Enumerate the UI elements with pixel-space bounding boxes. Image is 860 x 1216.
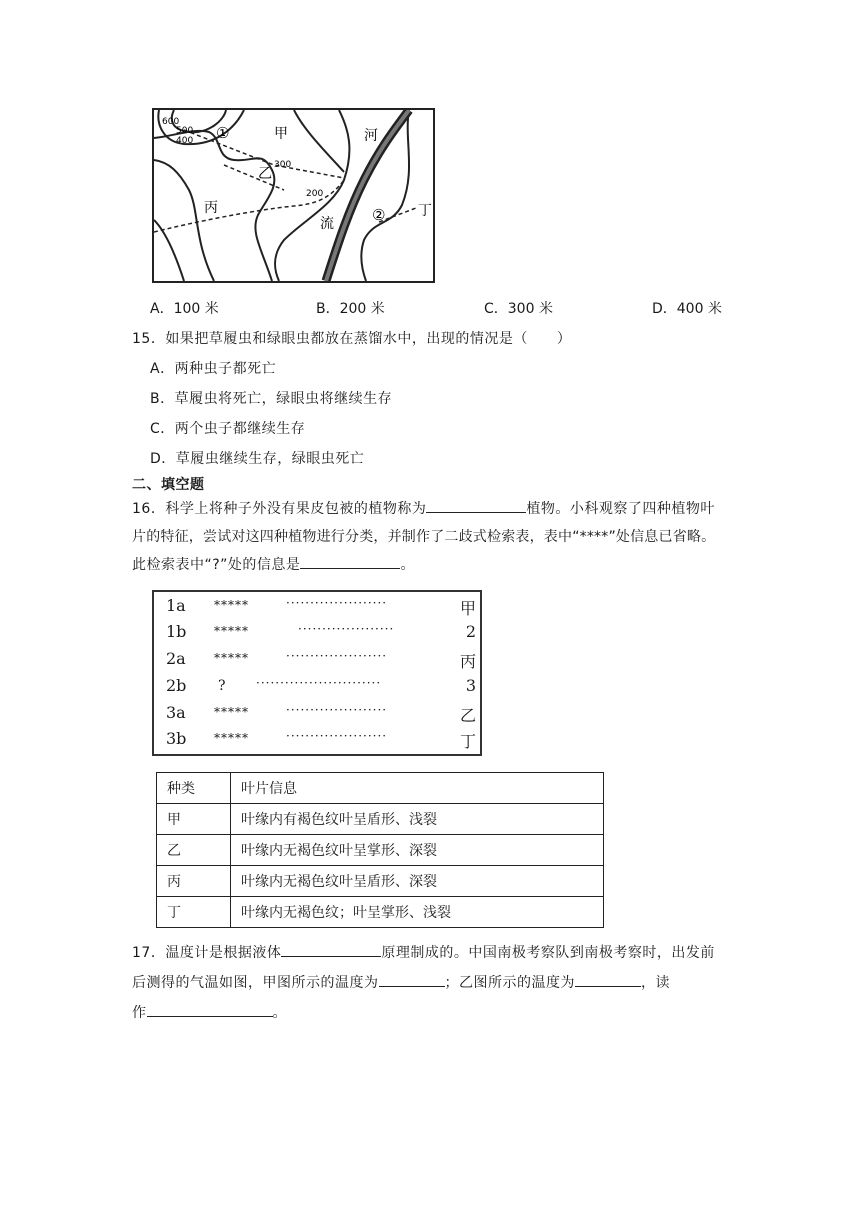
q17-blank-4[interactable] [147, 1002, 273, 1017]
q16-line1-b: 植物。小科观察了四种植物叶 [526, 501, 715, 517]
q17-line2-a: 后测得的气温如图，甲图所示的温度为 [132, 975, 379, 991]
key-code: 3b [166, 729, 187, 748]
key-stars: ***** [214, 705, 249, 719]
key-stars: ***** [214, 731, 249, 745]
contour-label-300: 300 [274, 160, 292, 170]
q17-blank-1[interactable] [281, 942, 381, 957]
contour-label-500: 500 [176, 126, 194, 136]
table-header-species: 种类 [157, 773, 231, 804]
key-row [166, 676, 476, 702]
q16-blank-2[interactable] [300, 554, 400, 569]
map-label-jia: 甲 [274, 126, 288, 142]
q17-line1 [132, 942, 715, 962]
key-code: 1a [166, 596, 186, 615]
q17-line3 [132, 1002, 287, 1022]
contour-label-400: 400 [176, 136, 194, 146]
q15-stem: 15．如果把草履虫和绿眼虫都放在蒸馏水中，出现的情况是（ ） [132, 331, 572, 347]
map-label-bing: 丙 [204, 200, 218, 216]
q17-line2-c: ，读 [641, 975, 670, 991]
contour-label-200: 200 [306, 189, 324, 199]
key-question: ? [218, 678, 227, 694]
key-dots: ····················· [286, 703, 388, 717]
key-result: 丁 [459, 732, 476, 751]
q16-line1-a: 16．科学上将种子外没有果皮包被的植物称为 [132, 501, 427, 517]
key-code: 1b [166, 622, 187, 641]
key-result: 3 [465, 676, 476, 695]
q15-option-a[interactable]: A．两种虫子都死亡 [150, 361, 277, 377]
key-stars: ***** [214, 651, 249, 665]
map-label-liu: 流 [320, 216, 334, 232]
contour-map-svg [154, 110, 433, 281]
q14-option-b[interactable]: B．200 米 [316, 301, 385, 317]
q17-line2-b: ；乙图所示的温度为 [444, 975, 575, 991]
q17-line1-a: 17．温度计是根据液体 [132, 945, 282, 961]
q14-option-d[interactable]: D．400 米 [652, 301, 722, 317]
q15-option-c[interactable]: C．两个虫子都继续生存 [150, 421, 306, 437]
key-result: 乙 [459, 706, 476, 725]
q17-line2 [132, 972, 670, 992]
table-cell-leaf-info: 叶缘内无褐色纹叶呈掌形、深裂 [231, 835, 604, 866]
map-label-yi: 乙 [258, 166, 272, 182]
table-row [157, 835, 604, 866]
q17-blank-3[interactable] [575, 972, 641, 987]
key-code: 2b [166, 676, 187, 695]
key-row [166, 649, 476, 675]
q14-option-c[interactable]: C．300 米 [484, 301, 553, 317]
q17-line3-a: 作 [132, 1005, 147, 1021]
section-title: 二、填空题 [132, 477, 205, 493]
q15-option-d[interactable]: D．草履虫继续生存，绿眼虫死亡 [150, 451, 365, 467]
table-cell-leaf-info: 叶缘内有褐色纹叶呈盾形、浅裂 [231, 804, 604, 835]
q16-line3-a: 此检索表中“?”处的信息是 [132, 557, 301, 573]
map-label-he: 河 [364, 128, 378, 144]
q14-option-a[interactable]: A．100 米 [150, 301, 219, 317]
table-row [157, 897, 604, 928]
q17-line3-b: 。 [272, 1005, 287, 1021]
map-point-1: ① [216, 124, 230, 142]
dichotomous-key [152, 590, 482, 756]
key-dots: ····················· [286, 729, 388, 743]
key-code: 3a [166, 703, 186, 722]
key-dots: ·························· [256, 676, 382, 690]
key-dots: ····················· [286, 596, 388, 610]
key-result: 2 [465, 622, 476, 641]
table-row [157, 804, 604, 835]
table-header-row [157, 773, 604, 804]
contour-label-600: 600 [162, 117, 180, 127]
q16-line1 [132, 498, 715, 518]
map-label-ding: 丁 [418, 203, 432, 219]
q16-blank-1[interactable] [426, 498, 526, 513]
q16-line2: 片的特征，尝试对这四种植物进行分类，并制作了二歧式检索表，表中“****”处信息已省略。 [132, 529, 716, 545]
q17-line1-b: 原理制成的。中国南极考察队到南极考察时，出发前 [381, 945, 715, 961]
q16-line3-b: 。 [400, 557, 415, 573]
table-cell-species: 甲 [157, 804, 231, 835]
table-cell-species: 丙 [157, 866, 231, 897]
key-row [166, 729, 476, 755]
contour-map-figure [152, 108, 435, 283]
q17-blank-2[interactable] [379, 972, 445, 987]
q15-option-b[interactable]: B．草履虫将死亡，绿眼虫将继续生存 [150, 391, 393, 407]
key-result: 甲 [459, 599, 476, 618]
key-code: 2a [166, 649, 186, 668]
key-stars: ***** [214, 624, 249, 638]
table-cell-leaf-info: 叶缘内无褐色纹叶呈盾形、深裂 [231, 866, 604, 897]
leaf-info-table [156, 772, 604, 928]
key-stars: ***** [214, 598, 249, 612]
key-row [166, 622, 476, 648]
table-header-leaf-info: 叶片信息 [231, 773, 604, 804]
key-row [166, 703, 476, 729]
table-cell-species: 丁 [157, 897, 231, 928]
q14-options [150, 298, 750, 318]
table-cell-leaf-info: 叶缘内无褐色纹；叶呈掌形、浅裂 [231, 897, 604, 928]
key-dots: ···················· [298, 622, 395, 636]
key-result: 丙 [459, 652, 476, 671]
table-cell-species: 乙 [157, 835, 231, 866]
key-row [166, 596, 476, 622]
map-point-2: ② [372, 206, 386, 224]
q16-line3 [132, 554, 415, 574]
key-dots: ····················· [286, 649, 388, 663]
table-row [157, 866, 604, 897]
